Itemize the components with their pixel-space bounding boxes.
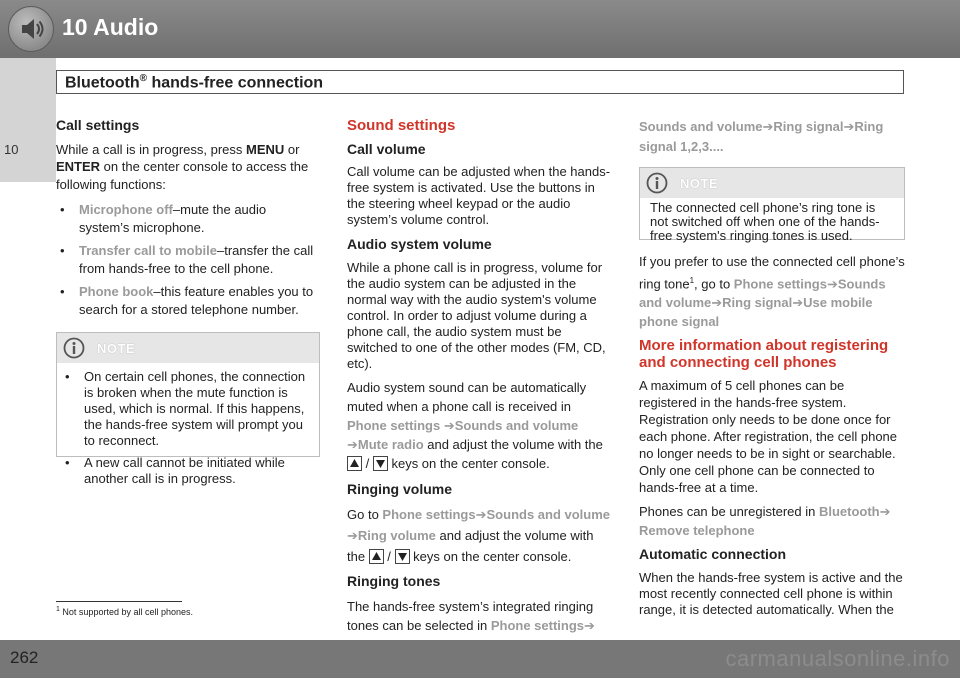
call-functions-list [56,201,320,318]
automatic-connection-text: When the hands-free system is active and the most recently connected cell phone is within range, it is detected automatically. When the [639,569,903,617]
footnote: $^1$ Not supported by all cell phones. [56,606,194,617]
audio-volume-heading: Audio system volume [347,236,492,252]
arrow-right-icon: ➔ [347,436,358,452]
microphone-off-menu: Microphone off [79,202,173,217]
arrow-right-icon: ➔ [347,528,358,543]
info-icon [63,337,85,359]
unregister-text: Phones can be unregistered in Bluetooth➔ Remove telephone [639,504,891,539]
note-header [57,333,319,363]
phone-ringtone-text: If you prefer to use the connected cell phone’s ring tone$^1$, go to Phone settings➔Sounds and volume➔Ring signal➔Use mobile phone signal [639,254,905,330]
volume-up-key-icon [347,456,362,471]
more-info-text: A maximum of 5 cell phones can be registered in the hands-free system. Registration only needs to be done once for each phone. After registration, the cell phone no longer needs to be in sight or searchable. Only one cell phone can be connected to hands-free at a time. [639,378,898,496]
ringing-volume-text: Go to Phone settings➔Sounds and volume ➔Ring volume and adjust the volume with the / keys on the center console. [347,507,611,564]
arrow-right-icon: ➔ [792,295,804,311]
ringing-tones-heading: Ringing tones [347,573,441,589]
ringing-volume-heading: Ringing volume [347,480,452,497]
list-item: • On certain cell phones, the connection is broken when the mute function is used, which is normal. If this happens, the hands-free system will prompt you to reconnect. [61,369,309,449]
arrow-right-icon: ➔ [584,617,595,633]
chapter-side-tab [0,58,56,182]
column-right [639,117,905,624]
volume-down-key-icon [373,456,388,471]
transfer-call-menu: Transfer call to mobile [79,243,217,258]
column-left [56,117,320,486]
arrow-right-icon: ➔ [443,417,455,433]
footer-bar [0,640,960,678]
audio-mute-text: Audio system sound can be automatically muted when a phone call is received in Phone settings ➔Sounds and volume ➔Mute radio and adjust the volume with the / keys on the center console. [347,379,603,471]
chapter-header-bar [0,0,960,58]
section-title-box [56,70,904,94]
list-item: • Phone book–this feature enables you to search for a stored telephone number. [56,283,320,318]
note-list [57,363,319,487]
note-label: NOTE [680,176,719,191]
list-item: • Transfer call to mobile–transfer the call from hands-free to the cell phone. [56,242,320,277]
arrow-right-icon: ➔ [475,507,487,522]
more-info-heading: More information about registering and connecting cell phones [639,337,889,372]
arrow-right-icon: ➔ [826,276,838,292]
column-middle [347,117,613,641]
automatic-connection-heading: Automatic connection [639,546,787,563]
chapter-title: 10 Audio [62,14,159,40]
note-label: NOTE [97,341,136,356]
list-item: • A new call cannot be initiated while another call is in progress. [61,455,309,487]
arrow-right-icon: ➔ [843,119,855,134]
arrow-right-icon: ➔ [879,504,891,520]
call-volume-text: Call volume can be adjusted when the hands-free system is activated. Use the buttons in the steering wheel keypad or the audio system’s volume control. [347,164,611,227]
sound-settings-heading: Sound settings [347,117,456,134]
chapter-side-number: 10 [4,142,19,157]
note-box [56,332,320,486]
list-item: • Microphone off–mute the audio system’s microphone. [56,201,320,236]
call-settings-intro: While a call is in progress, press MENU or ENTER on the center console to access the following functions: [56,141,309,192]
volume-down-key-icon [395,549,410,564]
page-number: 262 [10,648,39,667]
section-title: Bluetooth® hands-free connection [65,73,324,92]
note-box [639,167,905,243]
note-header [640,168,904,198]
watermark: carmanualsonline.info [725,646,950,671]
call-volume-heading: Call volume [347,140,426,157]
info-icon [646,172,668,194]
note-text: The connected cell phone’s ring tone is not switched off when one of the hands-free system's ringing tones is used. [650,200,880,243]
ringing-tones-text: The hands-free system’s integrated ringing tones can be selected in Phone settings➔ [347,598,595,633]
ringing-tones-path: Sounds and volume➔Ring signal➔Ring signal 1,2,3.... [639,119,884,154]
audio-volume-text: While a phone call is in progress, volume for the audio system can be adjusted in the normal way with the audio system's volume control. In order to adjust volume during a phone call, the audio system must be switched to one of the other modes (FM, CD, etc). [347,259,606,371]
volume-up-key-icon [369,549,384,564]
footnote-divider [56,601,182,602]
phone-book-menu: Phone book [79,284,154,299]
speaker-icon [8,6,54,52]
arrow-right-icon: ➔ [711,295,723,311]
arrow-right-icon: ➔ [762,119,774,134]
call-settings-heading: Call settings [56,117,140,133]
